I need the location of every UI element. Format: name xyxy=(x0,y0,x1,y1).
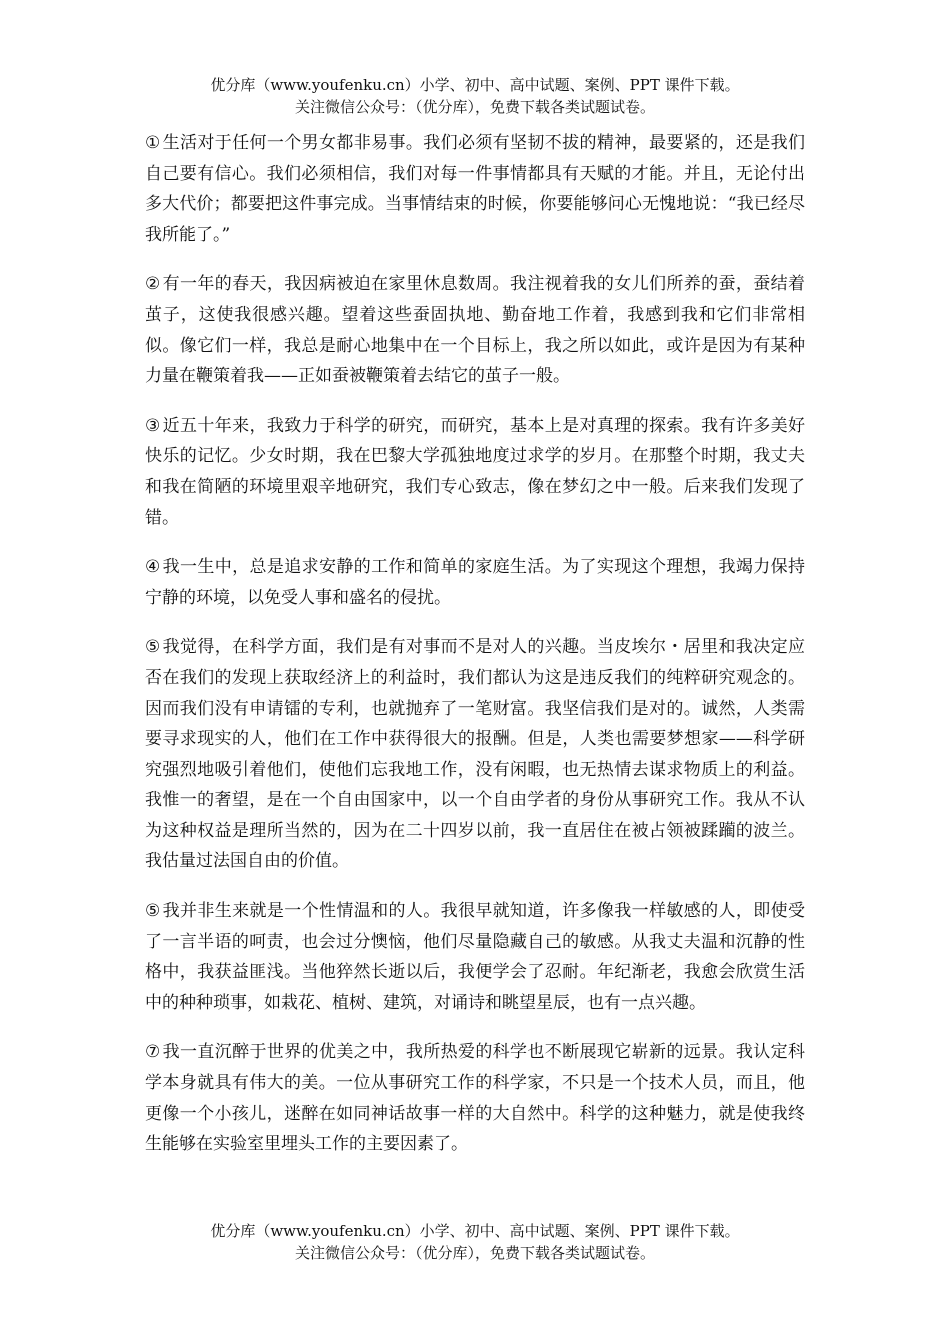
paragraph-6 xyxy=(145,896,805,1018)
paragraph-text: 我觉得，在科学方面，我们是有对事而不是对人的兴趣。当皮埃尔・居里和我决定应否在我们的发现上获取经济上的利益时，我们都认为这是违反我们的纯粹研究观念的。因而我们没有申请镭的专利，也就抛弃了一笔财富。我坚信我们是对的。诚然，人类需要寻求现实的人，他们在工作中获得很大的报酬。但是，人类也需要梦想家——科学研究强烈地吸引着他们，使他们忘我地工作，没有闲暇，也无热情去谋求物质上的利益。我惟一的奢望，是在一个自由国家中，以一个自由学者的身份从事研究工作。我从不认为这种权益是理所当然的，因为在二十四岁以前，我一直居住在被占领被蹂躏的波兰。我估量过法国自由的价值。 xyxy=(145,637,806,872)
paragraph-text: 我一生中，总是追求安静的工作和简单的家庭生活。为了实现这个理想，我竭力保持宁静的环境，以免受人事和盛名的侵扰。 xyxy=(145,557,806,608)
page-footer xyxy=(0,1220,950,1264)
paragraph-text: 我一直沉醉于世界的优美之中，我所热爱的科学也不断展现它崭新的远景。我认定科学本身就具有伟大的美。一位从事研究工作的科学家，不只是一个技术人员，而且，他更像一个小孩儿，迷醉在如同神话故事一样的大自然中。科学的这种魅力，就是使我终生能够在实验室里埋头工作的主要因素了。 xyxy=(145,1042,806,1155)
paragraph-number: ⑤ xyxy=(145,901,161,922)
paragraph-text: 近五十年来，我致力于科学的研究，而研究，基本上是对真理的探索。我有许多美好快乐的记忆。少女时期，我在巴黎大学孤独地度过求学的岁月。在那整个时期，我丈夫和我在简陋的环境里艰辛地研究，我们专心致志，像在梦幻之中一般。后来我们发现了错。 xyxy=(145,415,806,528)
paragraph-number: ④ xyxy=(145,557,161,578)
header-line-1: 优分库（www.youfenku.cn）小学、初中、高中试题、案例、PPT 课件下载。 xyxy=(210,76,740,94)
article-body xyxy=(145,128,805,1179)
paragraph-number: ① xyxy=(145,133,161,153)
footer-line-2: 关注微信公众号：（优分库），免费下载各类试题试卷。 xyxy=(294,1244,655,1262)
paragraph-text: 我并非生来就是一个性情温和的人。我很早就知道，许多像我一样敏感的人，即使受了一言半语的呵责，也会过分懊恼，他们尽量隐藏自己的敏感。从我丈夫温和沉静的性格中，我获益匪浅。当他猝然长逝以后，我便学会了忍耐。年纪渐老，我愈会欣赏生活中的种种琐事，如栽花、植树、建筑，对诵诗和眺望星辰，也有一点兴趣。 xyxy=(145,901,806,1013)
paragraph-number: ③ xyxy=(145,415,161,436)
paragraph-number: ⑤ xyxy=(145,637,161,658)
paragraph-4 xyxy=(145,552,805,613)
paragraph-number: ② xyxy=(145,274,161,295)
paragraph-text: 有一年的春天，我因病被迫在家里休息数周。我注视着我的女儿们所养的蚕，蚕结着茧子，这使我很感兴趣。望着这些蚕固执地、勤奋地工作着，我感到我和它们非常相似。像它们一样，我总是耐心地集中在一个目标上，我之所以如此，或许是因为有某种力量在鞭策着我——正如蚕被鞭策着去结它的茧子一般。 xyxy=(145,274,806,387)
paragraph-7 xyxy=(145,1037,805,1159)
paragraph-1 xyxy=(145,128,805,250)
footer-line-1: 优分库（www.youfenku.cn）小学、初中、高中试题、案例、PPT 课件下载。 xyxy=(210,1222,740,1240)
paragraph-3 xyxy=(145,411,805,533)
page-header xyxy=(0,74,950,118)
paragraph-number: ⑦ xyxy=(145,1042,161,1063)
paragraph-2 xyxy=(145,269,805,391)
paragraph-5 xyxy=(145,632,805,877)
paragraph-text: 生活对于任何一个男女都非易事。我们必须有坚韧不拔的精神，最要紧的，还是我们自己要有信心。我们必须相信，我们对每一件事情都具有天赋的才能。并且，无论付出多大代价；都要把这件事完成。当事情结束的时候，你要能够问心无愧地说：“我已经尽我所能了。” xyxy=(145,133,806,245)
header-line-2: 关注微信公众号：（优分库），免费下载各类试题试卷。 xyxy=(294,98,655,116)
